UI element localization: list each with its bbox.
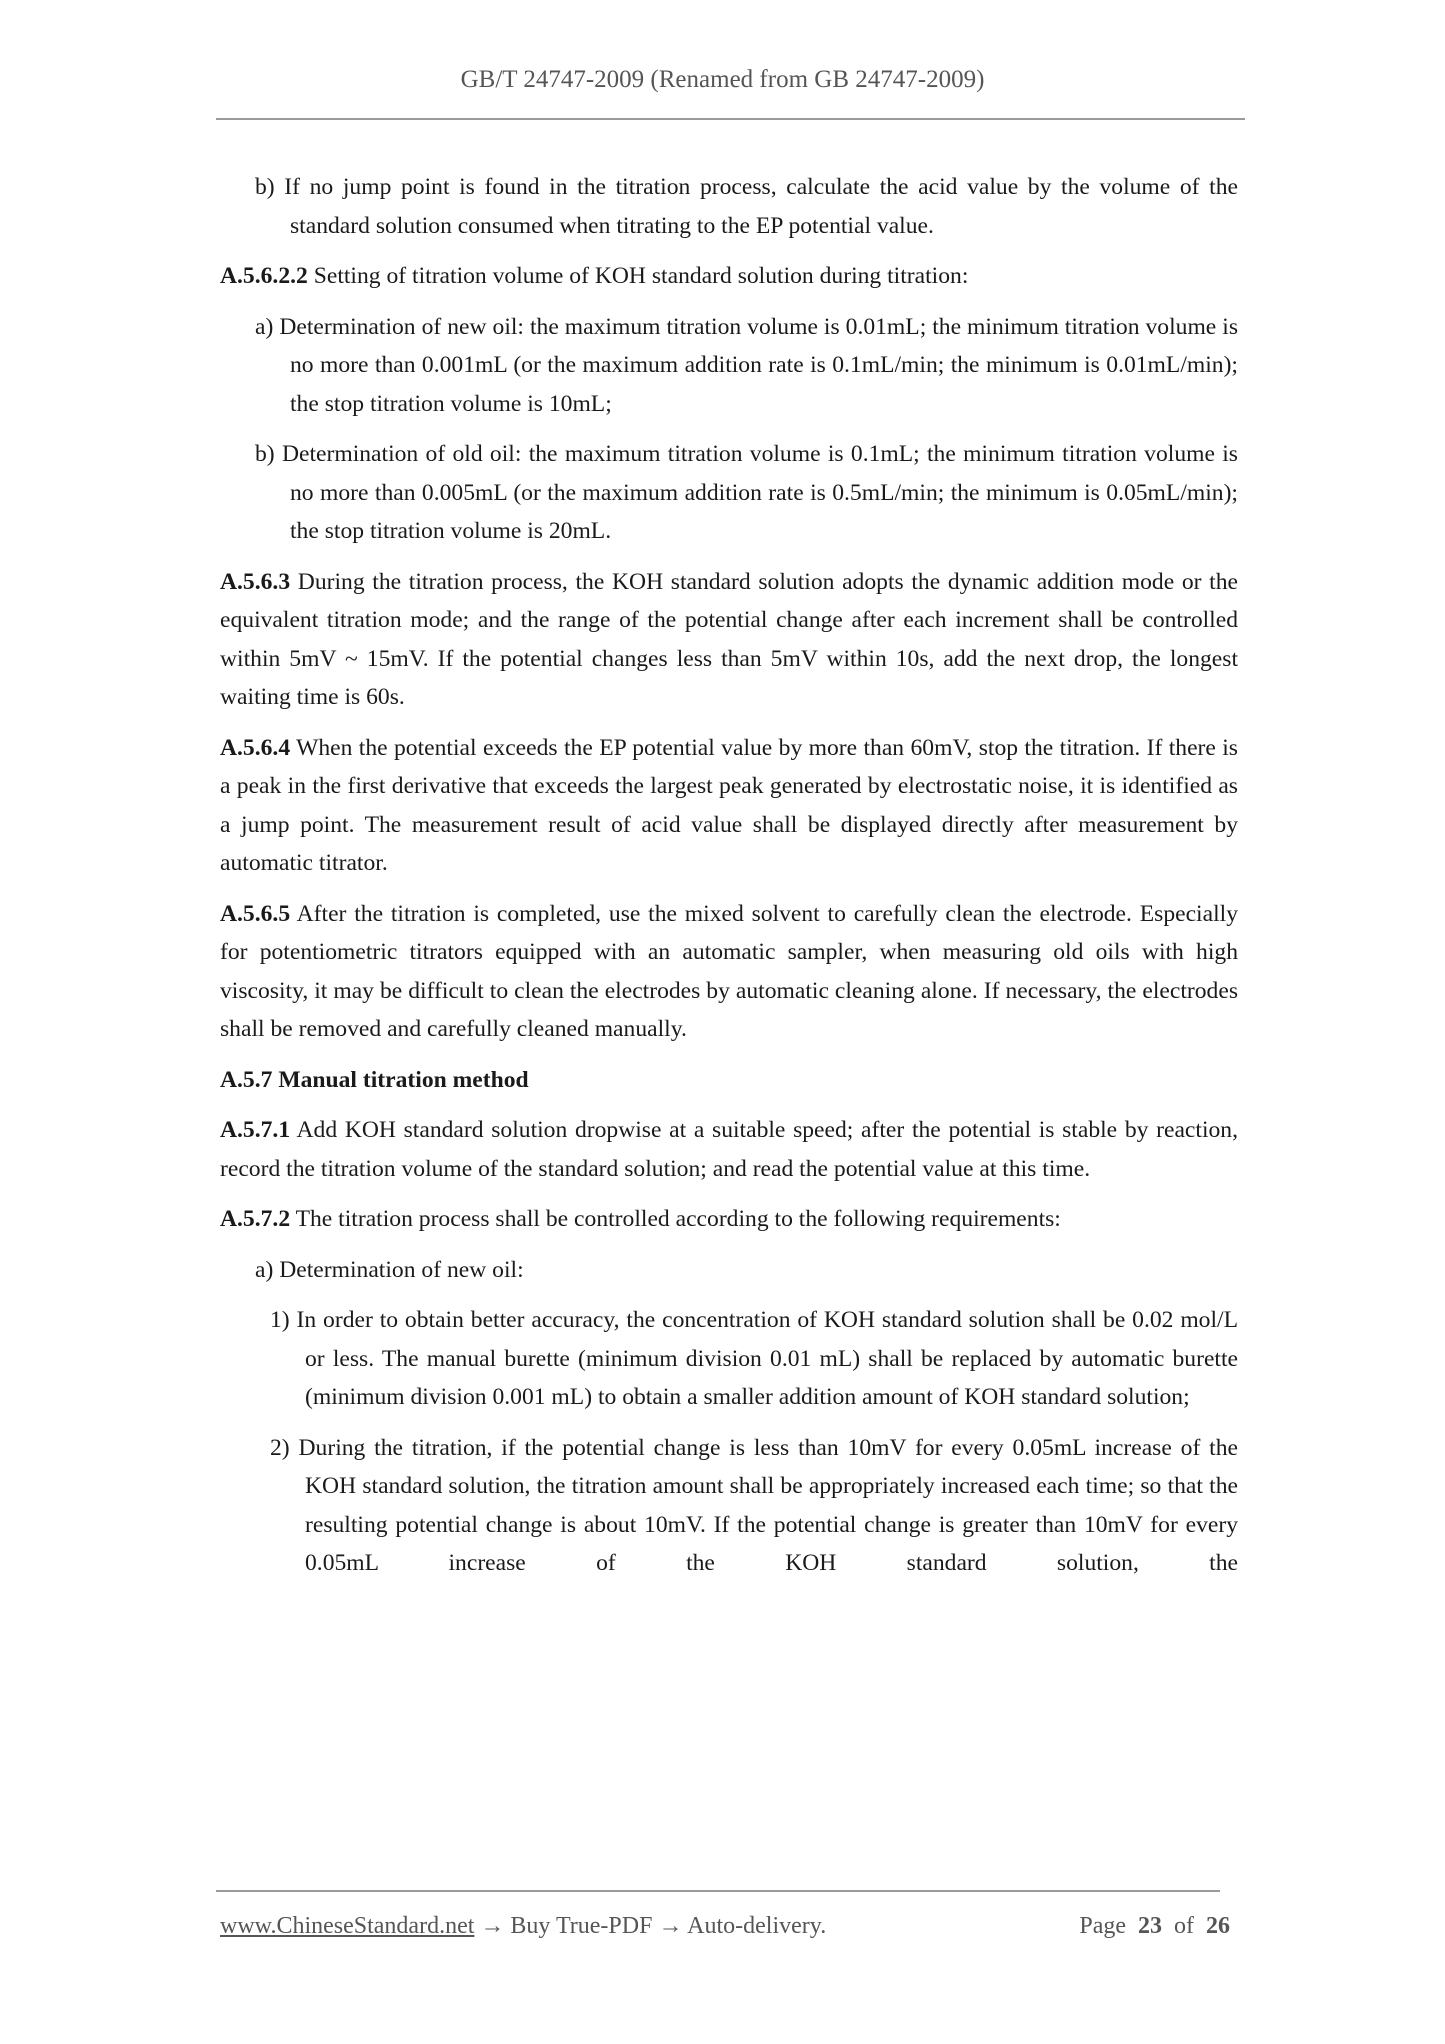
clause-number: A.5.6.5	[220, 900, 291, 927]
page-footer	[220, 1913, 1230, 1940]
paragraph-subitem-1-accuracy: 1) In order to obtain better accuracy, the concentration of KOH standard solution shall be 0.02 mol/L or less. The manual burette (minimum division 0.01 mL) shall be replaced by automatic burette (minimum division 0.001 mL) to obtain a smaller addition amount of KOH standard solution;	[270, 1307, 1238, 1410]
page-label: Page	[1079, 1913, 1126, 1939]
auto-delivery-text: Auto-delivery.	[687, 1913, 827, 1939]
clause-A.5.6.4	[220, 729, 1238, 883]
clause-text: The titration process shall be controlled according to the following requirements:	[290, 1206, 1061, 1232]
arrow-right-icon: →	[652, 1913, 688, 1939]
clause-number: A.5.6.3	[220, 568, 291, 595]
clause-text: After the titration is completed, use the mixed solvent to carefully clean the electrode. Especially for potentiometric titrators equipped with an automatic sampler, when measuring old oils with high viscosity, it may be difficult to clean the electrodes by automatic cleaning alone. If necessary, the electrodes shall be removed and carefully cleaned manually.	[220, 900, 1238, 1042]
clause-A.5.6.3	[220, 563, 1238, 717]
page-of: of	[1174, 1913, 1194, 1939]
section-heading-A.5.7: A.5.7 Manual titration method	[220, 1066, 529, 1093]
clause-A.5.6.5	[220, 895, 1238, 1049]
clause-A.5.7.2	[220, 1200, 1238, 1239]
page-current: 23	[1138, 1913, 1162, 1939]
clause-text: During the titration process, the KOH standard solution adopts the dynamic addition mode or the equivalent titration mode; and the range of the potential change after each increment shall be controlled within 5mV ~ 15mV. If the potential changes less than 5mV within 10s, add the next drop, the longest waiting time is 60s.	[220, 568, 1238, 710]
footer-divider	[216, 1890, 1220, 1892]
clause-text: Setting of titration volume of KOH standard solution during titration:	[307, 263, 969, 289]
footer-promo	[220, 1913, 826, 1940]
clause-text: When the potential exceeds the EP potential value by more than 60mV, stop the titration. If there is a peak in the first derivative that exceeds the largest peak generated by electrostatic noise, it is identified as a jump point. The measurement result of acid value shall be displayed directly after measurement by automatic titrator.	[220, 734, 1238, 876]
clause-text: Add KOH standard solution dropwise at a suitable speed; after the potential is stable by reaction, record the titration volume of the standard solution; and read the potential value at this time.	[220, 1117, 1238, 1182]
document-body	[220, 168, 1238, 1583]
clause-A.5.7.1	[220, 1111, 1238, 1188]
page-total: 26	[1206, 1913, 1230, 1939]
paragraph-item-a-new-oil: a) Determination of new oil: the maximum titration volume is 0.01mL; the minimum titration volume is no more than 0.001mL (or the maximum addition rate is 0.1mL/min; the minimum is 0.01mL/min); the stop titration volume is 10mL;	[255, 313, 1238, 417]
buy-true-pdf-text: Buy True-PDF	[510, 1913, 653, 1939]
paragraph-item-b-jump-point: b) If no jump point is found in the titration process, calculate the acid value by the volume of the standard solution consumed when titrating to the EP potential value.	[255, 174, 1238, 239]
page-number	[1079, 1913, 1230, 1940]
header-divider	[216, 118, 1245, 120]
paragraph-subitem-2-potential-change: 2) During the titration, if the potential change is less than 10mV for every 0.05mL increase of the KOH standard solution, the titration amount shall be appropriately increased each time; so that the resulting potential change is about 10mV. If the potential change is greater than 10mV for every 0.05mL increase of the KOH standard solution, the	[270, 1434, 1238, 1576]
clause-number: A.5.6.4	[220, 734, 291, 761]
clause-number: A.5.6.2.2	[220, 263, 308, 289]
clause-number: A.5.7.1	[220, 1117, 291, 1143]
clause-number: A.5.7.2	[220, 1206, 291, 1232]
clause-A.5.6.2.2	[220, 257, 1238, 296]
paragraph-item-a-new-oil-manual: a) Determination of new oil:	[255, 1256, 524, 1283]
page-header-title: GB/T 24747-2009 (Renamed from GB 24747-2009)	[460, 66, 985, 93]
chinesestandard-link[interactable]: www.ChineseStandard.net	[220, 1913, 475, 1939]
paragraph-item-b-old-oil: b) Determination of old oil: the maximum titration volume is 0.1mL; the minimum titration volume is no more than 0.005mL (or the maximum addition rate is 0.5mL/min; the minimum is 0.05mL/min); the stop titration volume is 20mL.	[255, 441, 1238, 544]
arrow-right-icon: →	[474, 1913, 511, 1939]
